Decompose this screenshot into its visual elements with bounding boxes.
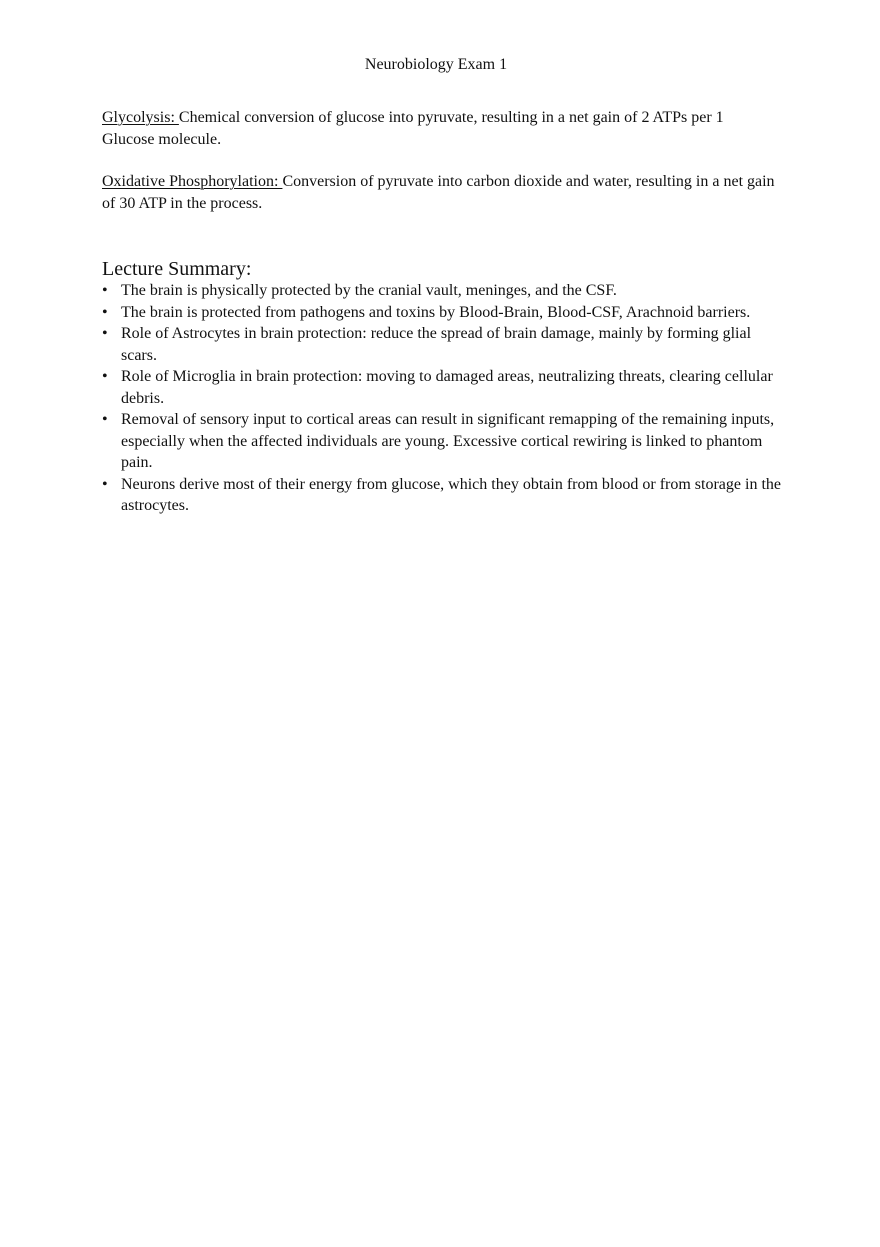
bullet-icon: •: [102, 411, 108, 428]
list-item-text: Role of Microglia in brain protection: moving to damaged areas, neutralizing threats, clearing cellular debris.: [121, 368, 773, 407]
list-item: [102, 366, 782, 409]
definition-term: Oxidative Phosphorylation:: [102, 173, 283, 190]
definition-term: Glycolysis:: [102, 109, 179, 126]
bullet-icon: •: [102, 303, 108, 321]
list-item: [102, 474, 782, 517]
definition-oxidative-phosphorylation: [102, 171, 778, 214]
bullet-icon: •: [102, 325, 108, 342]
bullet-icon: •: [102, 282, 108, 299]
list-item: [102, 323, 782, 366]
list-item: [102, 280, 782, 302]
list-item-text: Removal of sensory input to cortical areas can result in significant remapping of the remaining inputs, especially when the affected individuals are young. Excessive cortical rewiring is linked to phantom pain.: [121, 411, 775, 471]
definition-text: Conversion of pyruvate into carbon dioxide and water, resulting in a net gain of 30 ATP in the process.: [102, 173, 775, 212]
lecture-summary-list: [102, 280, 782, 517]
document-title: Neurobiology Exam 1: [364, 56, 508, 73]
list-item: [102, 409, 782, 474]
list-item: [102, 302, 782, 324]
definition-text: Chemical conversion of glucose into pyruvate, resulting in a net gain of 2 ATPs per 1 Glucose molecule.: [102, 109, 724, 148]
bullet-icon: •: [102, 368, 108, 385]
list-item-text: Role of Astrocytes in brain protection: reduce the spread of brain damage, mainly by forming glial scars.: [121, 325, 752, 364]
definition-glycolysis: [102, 107, 778, 150]
list-item-text: Neurons derive most of their energy from glucose, which they obtain from blood or from storage in the astrocytes.: [121, 475, 781, 514]
bullet-icon: •: [102, 475, 108, 493]
list-item-text: The brain is protected from pathogens and toxins by Blood-Brain, Blood-CSF, Arachnoid barriers.: [121, 303, 751, 321]
lecture-summary-heading: Lecture Summary:: [102, 258, 252, 280]
list-item-text: The brain is physically protected by the cranial vault, meninges, and the CSF.: [121, 282, 617, 299]
